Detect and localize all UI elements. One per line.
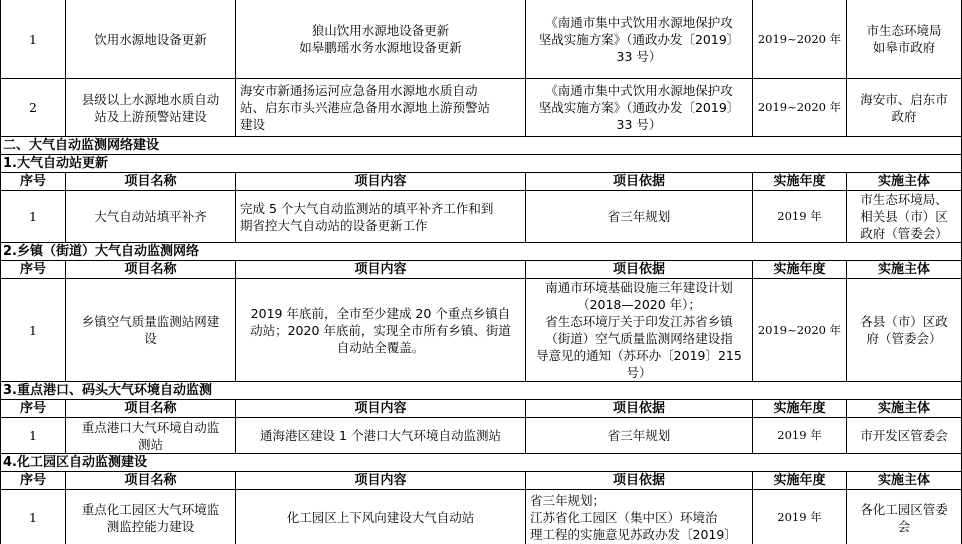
subsection-title: 1.大气自动站更新: [1, 155, 962, 173]
row-org: [847, 191, 962, 243]
header-org: 实施主体: [847, 400, 962, 418]
section-row: [1, 155, 962, 173]
content-line: 建设: [240, 117, 266, 132]
org-line: 政府（管委会）: [860, 226, 948, 241]
table-row: [1, 191, 962, 243]
subsection-title: 2.乡镇（街道）大气自动监测网络: [1, 243, 962, 261]
content-line: 狼山饮用水源地设备更新: [311, 23, 450, 38]
row-project-name: [66, 418, 236, 454]
row-project-basis: 省三年规划: [526, 191, 753, 243]
header-year: 实施年度: [753, 400, 847, 418]
table-row: [1, 0, 962, 79]
header-basis: 项目依据: [526, 261, 753, 279]
row-org: [847, 0, 962, 79]
header-content: 项目内容: [236, 261, 526, 279]
header-name: 项目名称: [66, 400, 236, 418]
basis-line: 省生态环境厅关于印发江苏省乡镇: [545, 314, 733, 329]
section-row: [1, 137, 962, 155]
row-seq: 1: [1, 279, 66, 382]
basis-line: （2018—2020 年）；: [577, 297, 701, 312]
header-row: [1, 261, 962, 279]
row-project-basis: 省三年规划: [526, 418, 753, 454]
org-line: 各县（市）区政: [860, 314, 948, 329]
org-line: 如皋市政府: [872, 40, 936, 55]
basis-line: 坚战实施方案》（通政办发〔2019〕: [538, 100, 740, 115]
header-org: 实施主体: [847, 261, 962, 279]
header-content: 项目内容: [236, 400, 526, 418]
row-project-name: [66, 490, 236, 544]
basis-line: 江苏省化工园区（集中区）环境治: [530, 510, 718, 525]
header-name: 项目名称: [66, 173, 236, 191]
table-row: [1, 418, 962, 454]
row-seq: 1: [1, 0, 66, 79]
header-year: 实施年度: [753, 173, 847, 191]
row-org: [847, 490, 962, 544]
row-project-content: [236, 279, 526, 382]
basis-line: 南通市环境基础设施三年建设计划: [545, 280, 733, 295]
row-org: [847, 279, 962, 382]
content-line: 2019 年底前，全市至少建成 20 个重点乡镇自: [250, 305, 511, 321]
row-year: 2019~2020 年: [753, 79, 847, 137]
header-content: 项目内容: [236, 173, 526, 191]
row-org: [847, 79, 962, 137]
header-seq: 序号: [1, 173, 66, 191]
row-year: 2019~2020 年: [753, 279, 847, 382]
org-line: 府（管委会）: [866, 331, 942, 346]
org-line: 市生态环境局: [866, 23, 942, 38]
row-project-content: 通海港区建设 1 个港口大气环境自动监测站: [236, 418, 526, 454]
row-project-name: [66, 279, 236, 382]
content-line: 期省控大气自动站的设备更新工作: [240, 217, 428, 233]
table-row: [1, 79, 962, 137]
content-line: 如皋鹏瑶水务水源地设备更新: [299, 40, 462, 55]
section-row: [1, 382, 962, 400]
row-year: 2019~2020 年: [753, 0, 847, 79]
name-line: 测站: [137, 436, 163, 452]
header-name: 项目名称: [66, 261, 236, 279]
row-year: 2019 年: [753, 418, 847, 454]
table-row: [1, 490, 962, 544]
row-year: 2019 年: [753, 191, 847, 243]
table-row: [1, 279, 962, 382]
header-row: [1, 400, 962, 418]
row-seq: 1: [1, 418, 66, 454]
header-content: 项目内容: [236, 472, 526, 490]
basis-line: 理工程的实施意见苏政办发〔2019〕: [530, 527, 737, 542]
content-line: 动站；2020 年底前，实现全市所有乡镇、街道: [250, 322, 511, 338]
row-org: 市开发区管委会: [847, 418, 962, 454]
header-org: 实施主体: [847, 173, 962, 191]
org-line: 政府: [891, 108, 917, 124]
row-project-name: 饮用水源地设备更新: [66, 0, 236, 79]
header-seq: 序号: [1, 472, 66, 490]
basis-line: 33 号）: [616, 48, 662, 64]
row-year: 2019 年: [753, 490, 847, 544]
basis-line: 坚战实施方案》（通政办发〔2019〕: [538, 31, 740, 47]
header-basis: 项目依据: [526, 173, 753, 191]
row-project-content: [236, 0, 526, 79]
subsection-title: 4.化工园区自动监测建设: [1, 454, 962, 472]
row-project-basis: [526, 279, 753, 382]
row-project-basis: [526, 79, 753, 137]
name-line: 测监控能力建设: [106, 518, 195, 534]
content-line: 站、启东市头兴港应急备用水源地上游预警站: [240, 100, 491, 115]
header-row: [1, 472, 962, 490]
basis-line: 省三年规划；: [530, 493, 606, 508]
row-seq: 2: [1, 79, 66, 137]
content-line: 海安市新通扬运河应急备用水源地水质自动: [240, 83, 478, 98]
row-project-basis: [526, 490, 753, 544]
org-line: 会: [897, 518, 911, 534]
section-row: [1, 243, 962, 261]
row-project-content: [236, 191, 526, 243]
header-seq: 序号: [1, 261, 66, 279]
basis-line: 《南通市集中式饮用水源地保护攻: [545, 83, 733, 98]
row-seq: 1: [1, 191, 66, 243]
row-project-name: 大气自动站填平补齐: [66, 191, 236, 243]
name-line: 设: [144, 331, 157, 346]
org-line: 相关县（市）区: [860, 209, 948, 224]
section-row: [1, 454, 962, 472]
content-line: 自动站全覆盖。: [336, 339, 425, 355]
header-name: 项目名称: [66, 472, 236, 490]
name-line: 重点港口大气环境自动监: [81, 419, 220, 435]
row-project-content: 化工园区上下风向建设大气自动站: [236, 490, 526, 544]
basis-line: 导意见的通知（苏环办〔2019〕215: [536, 348, 742, 363]
header-org: 实施主体: [847, 472, 962, 490]
row-project-basis: [526, 0, 753, 79]
header-year: 实施年度: [753, 472, 847, 490]
name-line: 站及上游预警站建设: [94, 108, 207, 124]
basis-line: 33 号）: [616, 117, 662, 132]
org-line: 市生态环境局、: [860, 192, 948, 207]
major-section-title: 二、大气自动监测网络建设: [1, 137, 962, 155]
org-line: 各化工园区管委: [860, 501, 948, 517]
header-basis: 项目依据: [526, 400, 753, 418]
name-line: 县级以上水源地水质自动: [81, 91, 220, 107]
name-line: 乡镇空气质量监测站网建: [81, 314, 220, 329]
basis-line: 号）: [626, 365, 652, 380]
content-line: 完成 5 个大气自动监测站的填平补齐工作和到: [240, 200, 494, 216]
header-basis: 项目依据: [526, 472, 753, 490]
basis-line: （街道）空气质量监测网络建设指: [545, 331, 733, 346]
header-seq: 序号: [1, 400, 66, 418]
subsection-title: 3.重点港口、码头大气环境自动监测: [1, 382, 962, 400]
header-year: 实施年度: [753, 261, 847, 279]
org-line: 海安市、启东市: [860, 91, 948, 107]
row-seq: 1: [1, 490, 66, 544]
header-row: [1, 173, 962, 191]
row-project-content: [236, 79, 526, 137]
row-project-name: [66, 79, 236, 137]
basis-line: 《南通市集中式饮用水源地保护攻: [545, 14, 733, 30]
name-line: 重点化工园区大气环境监: [81, 501, 220, 517]
